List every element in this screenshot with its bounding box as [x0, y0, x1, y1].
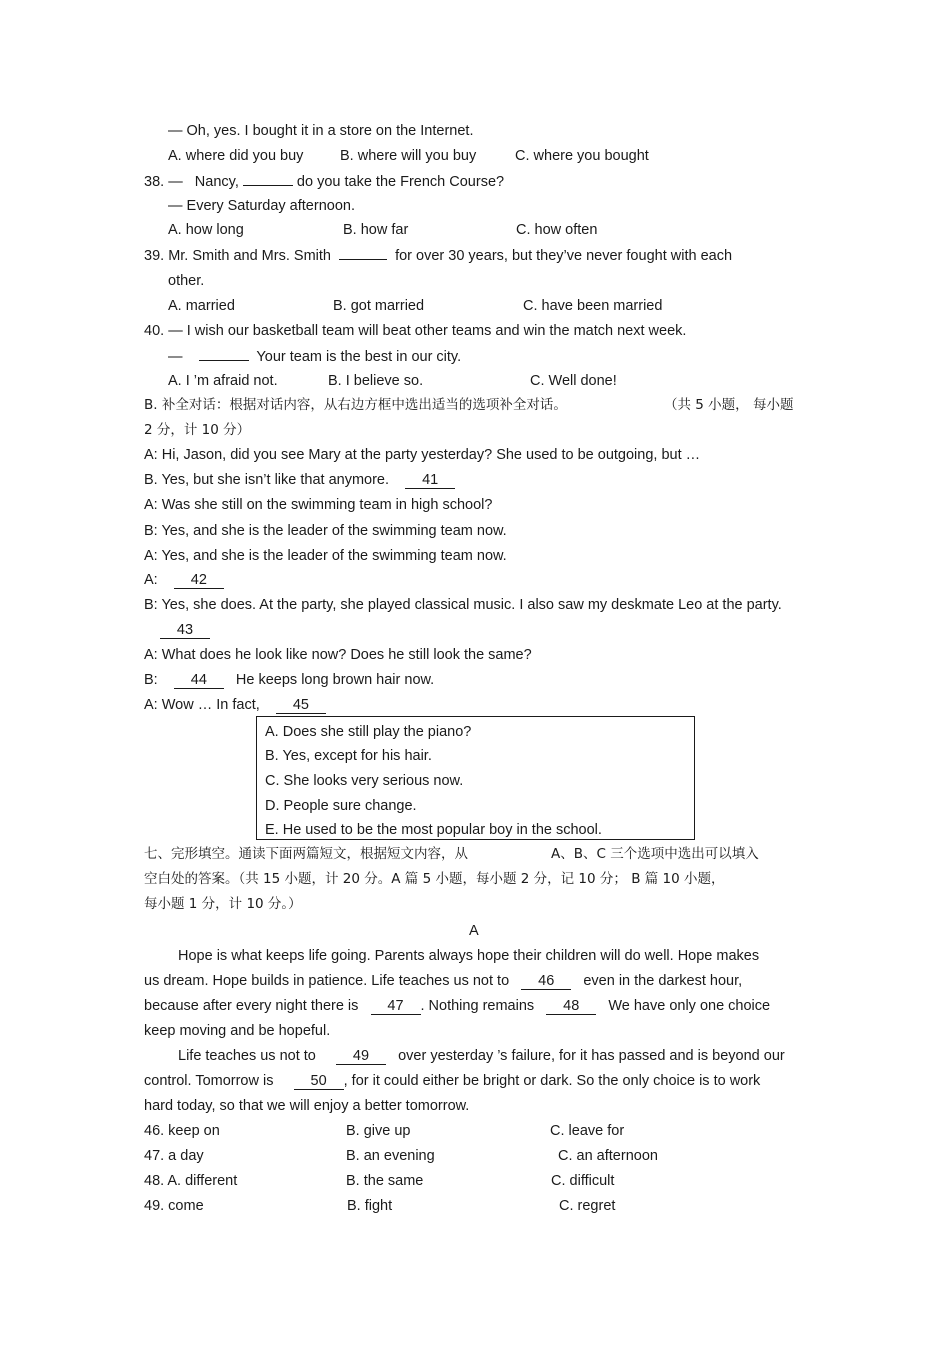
dialogue-line-5: A: Yes, and she is the leader of the swimming team now. — [144, 548, 507, 564]
q47-option-b: B. an evening — [346, 1148, 435, 1164]
q38-option-a: A. how long — [168, 222, 244, 238]
blank-49: 49 — [336, 1049, 386, 1065]
option-e: E. He used to be the most popular boy in the school. — [265, 822, 602, 838]
dialogue-line-9-text: He keeps long brown hair now. — [235, 672, 435, 688]
q38-option-b: B. how far — [343, 222, 409, 238]
passage-line-6 — [144, 1072, 760, 1090]
q37-reply: — Oh, yes. I bought it in a store on the Internet. — [168, 123, 474, 139]
dialogue-line-10-text: A: Wow … In fact, — [144, 697, 260, 713]
q38-stem — [144, 172, 504, 191]
dialogue-line-9 — [144, 671, 434, 689]
options-box — [256, 716, 695, 840]
passage-line-5-post: over yesterday ’s failure, for it has passed and is beyond our — [398, 1048, 785, 1064]
q39-text-post: for over 30 years, but they’ve never fought with each — [395, 248, 733, 264]
option-b: B. Yes, except for his hair. — [265, 748, 432, 764]
q39-number: 39. — [144, 248, 165, 264]
q38-reply: — Every Saturday afternoon. — [168, 198, 355, 214]
q40-reply — [168, 347, 461, 366]
q40-stem — [144, 322, 686, 340]
option-a: A. Does she still play the piano? — [265, 724, 472, 740]
option-c: C. She looks very serious now. — [265, 773, 464, 789]
q38-text-pre: Nancy, — [194, 174, 239, 190]
passage-line-6-post: , for it could either be bright or dark. So the only choice is to work — [343, 1073, 761, 1089]
section-b-score: （共 5 小题， 每小题 — [664, 397, 794, 413]
blank-43: 43 — [160, 623, 210, 639]
dialogue-line-2 — [144, 471, 455, 489]
q46-option-a: 46. keep on — [144, 1123, 220, 1139]
q40-option-c: C. Well done! — [530, 373, 617, 389]
passage-line-3-post: We have only one choice — [608, 998, 771, 1014]
q38-number: 38. — [144, 174, 165, 190]
dialogue-line-6 — [144, 571, 224, 589]
passage-line-3 — [144, 997, 770, 1015]
passage-line-4: keep moving and be hopeful. — [144, 1023, 331, 1039]
section-7-instructions-cont: 每小题 1 分，计 10 分。） — [144, 896, 302, 912]
q49-option-b: B. fight — [347, 1198, 393, 1214]
passage-line-6-pre: control. Tomorrow is — [144, 1073, 274, 1089]
dialogue-line-3: A: Was she still on the swimming team in high school? — [144, 497, 493, 513]
dialogue-line-4: B: Yes, and she is the leader of the swimming team now. — [144, 523, 507, 539]
q38-option-c: C. how often — [516, 222, 598, 238]
section-7-title: 七、完形填空。通读下面两篇短文，根据短文内容，从 — [144, 846, 468, 862]
blank-47: 47 — [371, 999, 421, 1015]
q40-number: 40. — [144, 323, 165, 339]
q40-option-b: B. I believe so. — [328, 373, 424, 389]
q39-option-a: A. married — [168, 298, 235, 314]
passage-line-2-pre: us dream. Hope builds in patience. Life teaches us not to — [144, 973, 510, 989]
passage-line-3-pre: because after every night there is — [144, 998, 359, 1014]
passage-line-5-pre: Life teaches us not to — [178, 1048, 316, 1064]
q40-reply-dash: — — [168, 349, 183, 365]
q38-text-post: do you take the French Course? — [296, 174, 505, 190]
dialogue-line-7: B: Yes, she does. At the party, she played classical music. I also saw my deskmate Leo at the party. — [144, 597, 782, 613]
passage-line-2-post: even in the darkest hour, — [583, 973, 743, 989]
section-b-title: B. 补全对话：根据对话内容，从右边方框中选出适当的选项补全对话。 — [144, 397, 567, 413]
passage-line-1: Hope is what keeps life going. Parents always hope their children will do well. Hope makes — [178, 948, 760, 964]
section-7-instructions: 空白处的答案。（共 15 小题，计 20 分。A 篇 5 小题，每小题 2 分，记 10 分； B 篇 10 小题， — [144, 871, 725, 887]
q47-option-c: C. an afternoon — [558, 1148, 658, 1164]
q47-option-a: 47. a day — [144, 1148, 204, 1164]
q40-option-a: A. I ’m afraid not. — [168, 373, 278, 389]
q46-option-c: C. leave for — [550, 1123, 625, 1139]
q48-option-c: C. difficult — [551, 1173, 615, 1189]
blank-46: 46 — [521, 974, 571, 990]
q39-option-b: B. got married — [333, 298, 425, 314]
q40-blank — [199, 347, 249, 361]
dialogue-line-7-blank — [160, 621, 210, 639]
passage-line-7: hard today, so that we will enjoy a better tomorrow. — [144, 1098, 470, 1114]
q37-option-c: C. where you bought — [515, 148, 649, 164]
blank-50: 50 — [294, 1074, 344, 1090]
passage-line-5 — [178, 1047, 785, 1065]
dialogue-line-1: A: Hi, Jason, did you see Mary at the party yesterday? She used to be outgoing, but … — [144, 447, 701, 463]
q40-line: — I wish our basketball team will beat other teams and win the match next week. — [168, 323, 687, 339]
blank-41: 41 — [405, 473, 455, 489]
q48-option-a: 48. A. different — [144, 1173, 238, 1189]
dialogue-line-2-text: B. Yes, but she isn’t like that anymore. — [144, 472, 390, 488]
dialogue-line-8: A: What does he look like now? Does he still look the same? — [144, 647, 532, 663]
q37-option-b: B. where will you buy — [340, 148, 477, 164]
q49-option-c: C. regret — [559, 1198, 616, 1214]
q39-option-c: C. have been married — [523, 298, 663, 314]
blank-44: 44 — [174, 673, 224, 689]
q49-option-a: 49. come — [144, 1198, 204, 1214]
q39-continuation: other. — [168, 273, 205, 289]
section-7-title-cont: A、B、C 三个选项中选出可以填入 — [551, 846, 759, 862]
q39-text-pre: Mr. Smith and Mrs. Smith — [168, 248, 331, 264]
q48-option-b: B. the same — [346, 1173, 424, 1189]
blank-48: 48 — [546, 999, 596, 1015]
blank-45: 45 — [276, 698, 326, 714]
dialogue-line-10 — [144, 696, 326, 714]
blank-42: 42 — [174, 573, 224, 589]
q40-reply-text: Your team is the best in our city. — [256, 349, 462, 365]
dialogue-line-9-speaker: B: — [144, 672, 158, 688]
passage-line-2 — [144, 972, 742, 990]
q39-stem — [144, 246, 732, 265]
q37-option-a: A. where did you buy — [168, 148, 304, 164]
q39-blank — [339, 246, 387, 260]
option-d: D. People sure change. — [265, 798, 417, 814]
passage-line-3-mid: . Nothing remains — [420, 998, 535, 1014]
passage-heading: A — [469, 923, 479, 939]
dialogue-line-6-speaker: A: — [144, 572, 158, 588]
q46-option-b: B. give up — [346, 1123, 411, 1139]
section-b-score-cont: 2 分，计 10 分） — [144, 422, 251, 438]
q38-dash: — — [168, 174, 183, 190]
q38-blank — [243, 172, 293, 186]
